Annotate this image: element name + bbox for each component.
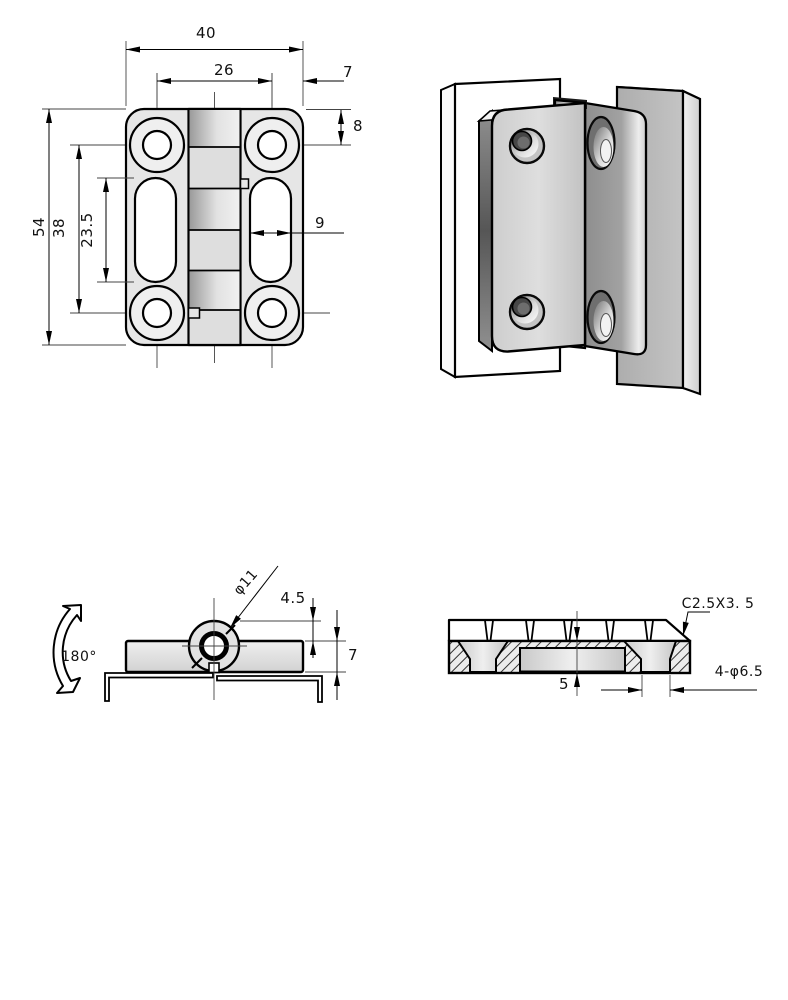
- hinge-leaf-left-edge: [479, 111, 492, 351]
- knuckle-shade: [190, 189, 240, 230]
- dim-recess-depth: 5: [558, 675, 570, 693]
- knuckle-notch: [189, 308, 200, 318]
- side-view: [54, 566, 358, 702]
- knuckle-notch: [241, 179, 249, 189]
- chamfer-leader: [683, 612, 710, 636]
- dim-hole-top-offset: 8: [352, 117, 364, 135]
- dim-hole-pitch-width: 26: [213, 61, 235, 79]
- dim-pin-diameter: φ11: [230, 566, 262, 599]
- slot-left: [135, 178, 176, 282]
- dim-hole-edge-offset: 7: [342, 63, 354, 81]
- chamfer-callout: C2.5X3. 5: [681, 596, 755, 612]
- dim-leaf-thickness: 7: [347, 646, 359, 664]
- dim-knuckle-height: 4.5: [280, 589, 306, 607]
- dim-slot-length: 23.5: [78, 212, 96, 248]
- mount-plate-right-side: [683, 91, 700, 394]
- slot-right: [250, 178, 291, 282]
- knuckle-shade: [190, 271, 240, 310]
- dim-overall-height: 54: [30, 216, 48, 238]
- bracket-right: [217, 676, 322, 702]
- section-view: [449, 596, 763, 697]
- rotation-angle-label: 180°: [61, 649, 97, 665]
- dim-overall-width: 40: [195, 24, 217, 42]
- mount-holes-callout: 4-φ6.5: [714, 664, 764, 680]
- mount-plate-left-side: [441, 84, 455, 377]
- front-view: [30, 24, 363, 368]
- isometric-view: [441, 79, 700, 394]
- knuckle-shade: [190, 110, 240, 147]
- bracket-left: [105, 673, 213, 701]
- dim-slot-width: 9: [314, 214, 326, 232]
- center-recess: [520, 648, 625, 672]
- dim-hole-pitch-height: 38: [50, 217, 68, 239]
